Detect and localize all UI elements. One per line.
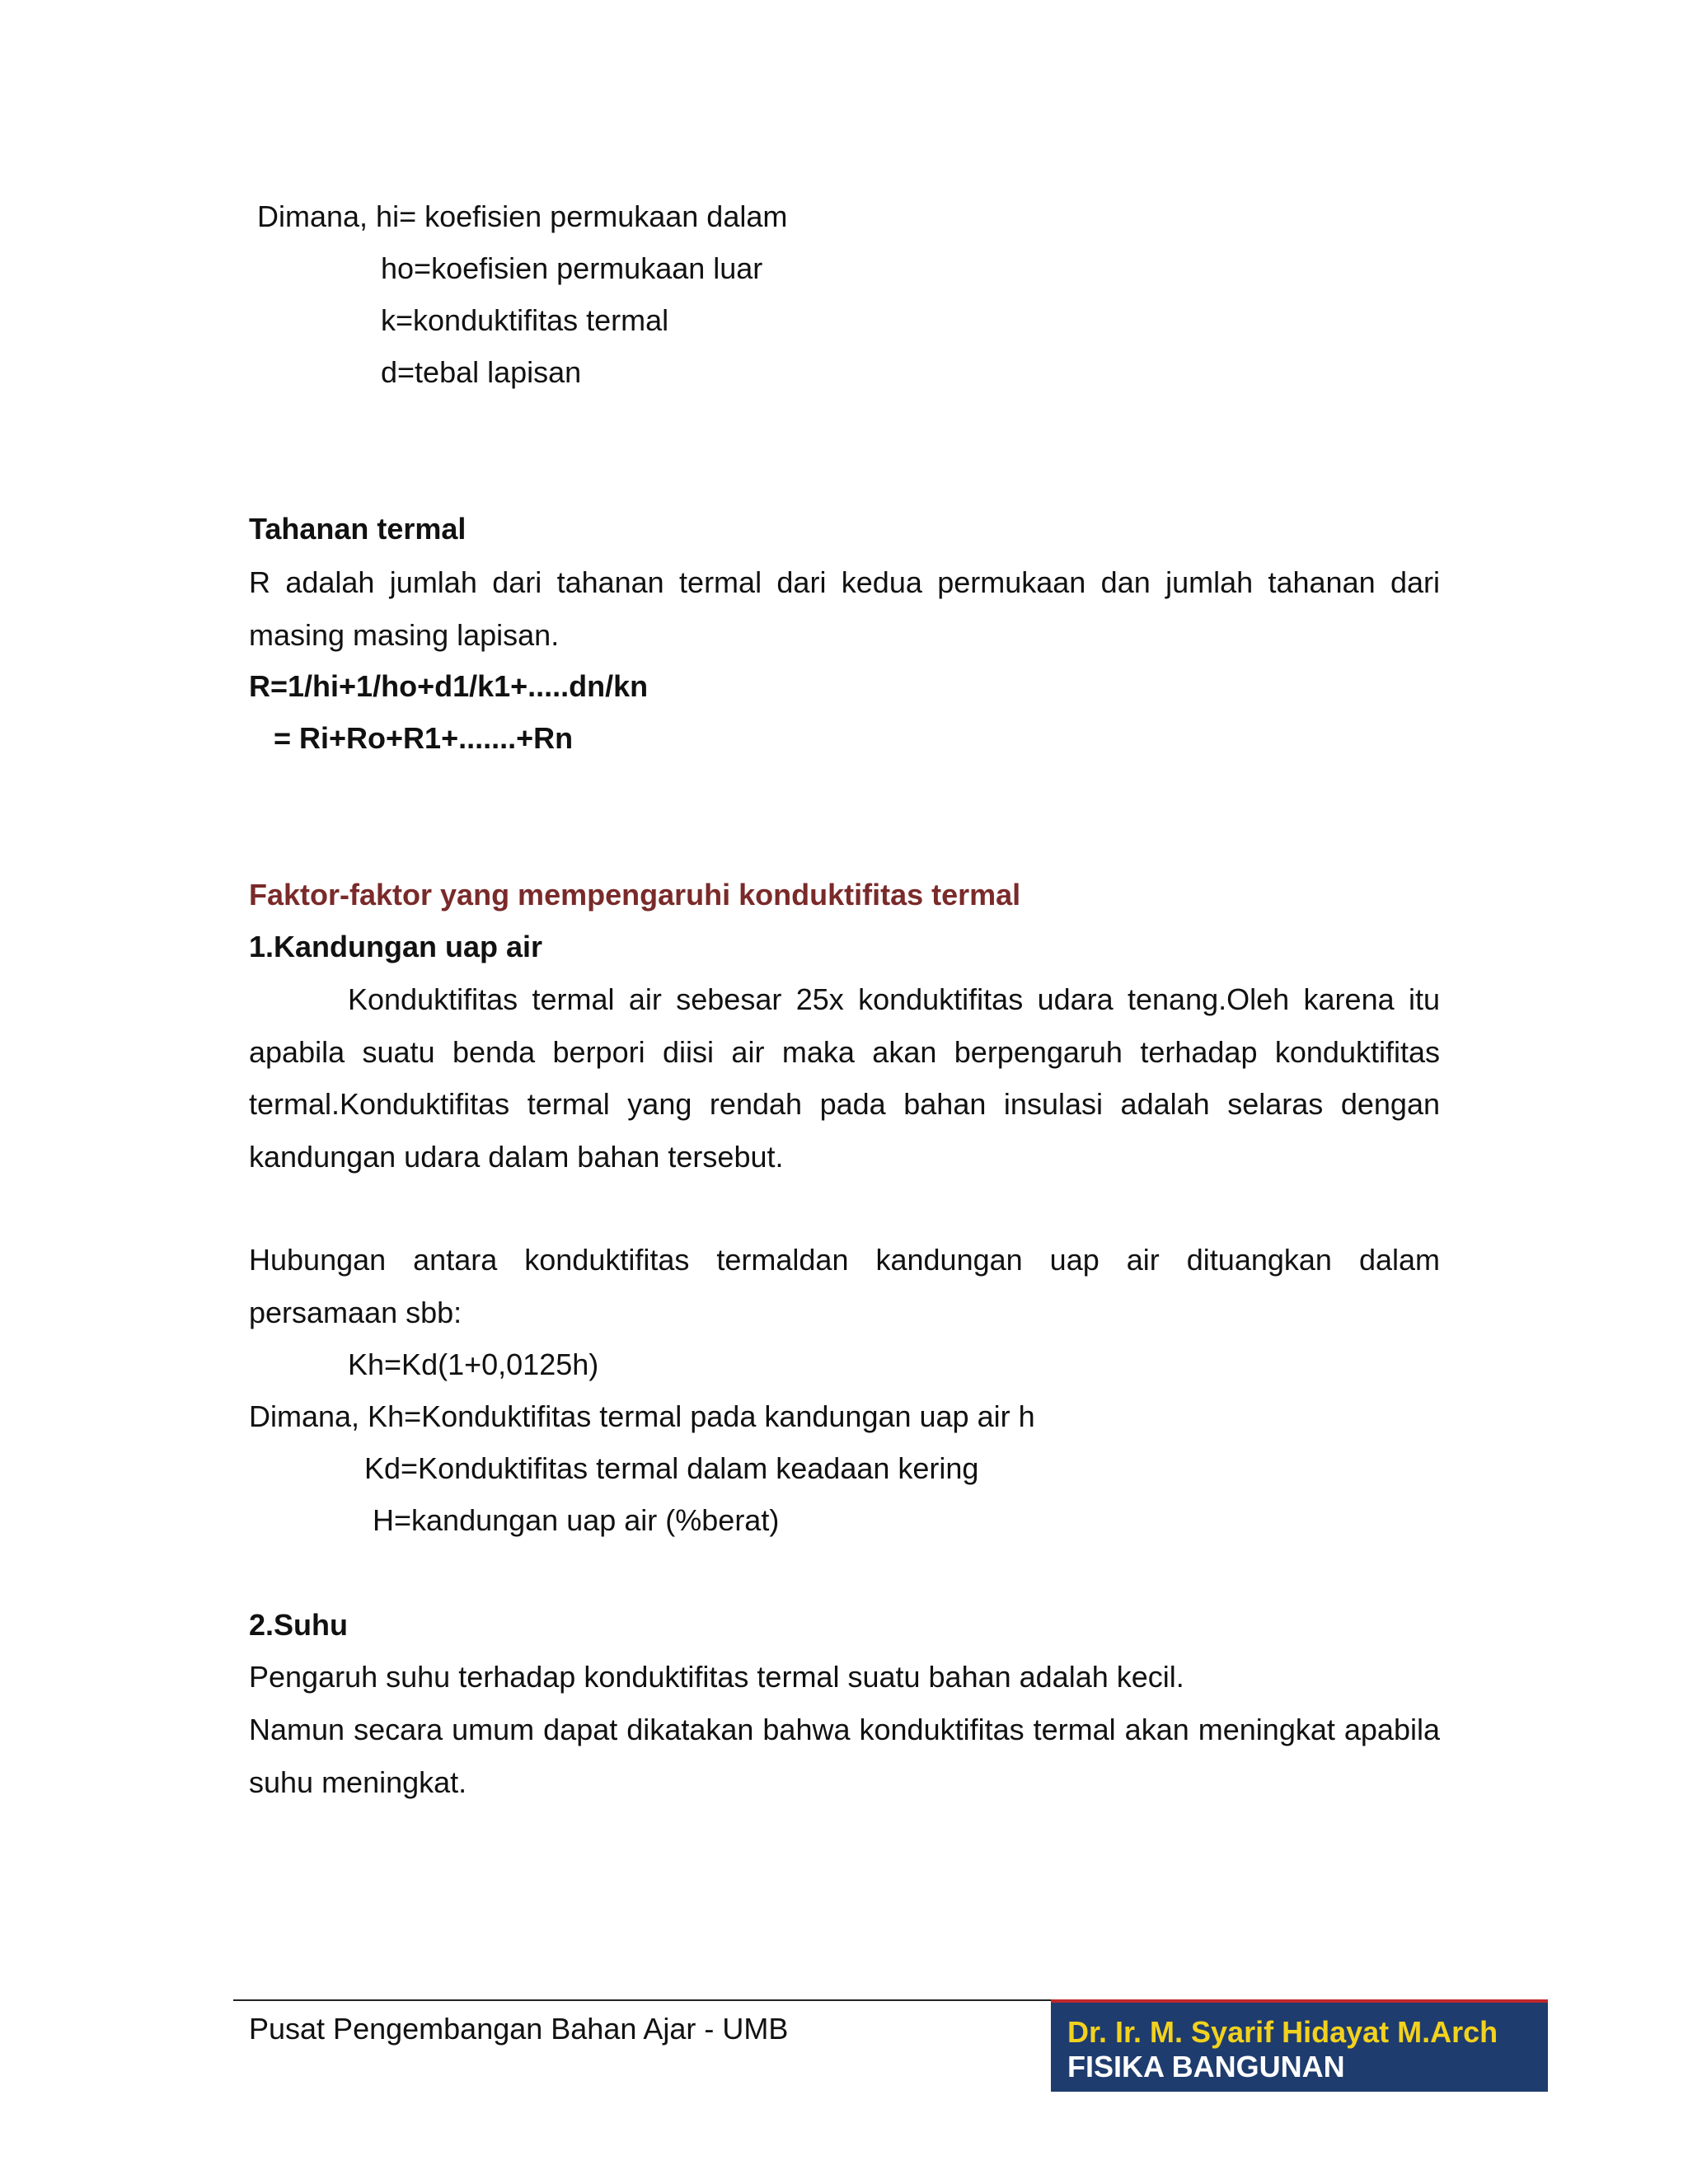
footer-author: Dr. Ir. M. Syarif Hidayat M.Arch <box>1067 2015 1498 2049</box>
heading-faktor: Faktor-faktor yang mempengaruhi konduktifitas termal <box>249 878 1021 912</box>
definition-d: d=tebal lapisan <box>381 355 582 389</box>
footer-author-box <box>1051 1999 1548 2092</box>
subheading-kandungan-uap-air: 1.Kandungan uap air <box>249 930 543 963</box>
paragraph-kandungan-1 <box>249 973 1440 1183</box>
subheading-suhu: 2.Suhu <box>249 1608 349 1642</box>
formula-r: R=1/hi+1/ho+d1/k1+.....dn/kn <box>249 669 649 703</box>
definition-kh: Dimana, Kh=Konduktifitas termal pada kandungan uap air h <box>249 1399 1035 1433</box>
definition-h: H=kandungan uap air (%berat) <box>373 1503 780 1537</box>
formula-kh: Kh=Kd(1+0,0125h) <box>348 1347 599 1381</box>
paragraph-tahanan: R adalah jumlah dari tahanan termal dari kedua permukaan dan jumlah tahanan dari masing masing lapisan. <box>249 565 1440 652</box>
heading-tahanan-termal: Tahanan termal <box>249 512 467 546</box>
paragraph-hubungan: Hubungan antara konduktifitas termaldan kandungan uap air dituangkan dalam persamaan sbb: <box>249 1243 1440 1329</box>
footer-publisher: Pusat Pengembangan Bahan Ajar - UMB <box>249 2012 789 2046</box>
definition-ho: ho=koefisien permukaan luar <box>381 251 763 285</box>
formula-r-sum: = Ri+Ro+R1+.......+Rn <box>274 721 574 755</box>
footer-course: FISIKA BANGUNAN <box>1067 2050 1345 2083</box>
definition-k: k=konduktifitas termal <box>381 303 669 337</box>
definition-hi: Dimana, hi= koefisien permukaan dalam <box>257 199 788 233</box>
paragraph-suhu-1: Pengaruh suhu terhadap konduktifitas termal suatu bahan adalah kecil. <box>249 1660 1184 1694</box>
definition-kd: Kd=Konduktifitas termal dalam keadaan kering <box>364 1451 979 1485</box>
paragraph-suhu-2: Namun secara umum dapat dikatakan bahwa konduktifitas termal akan meningkat apabila suhu meningkat. <box>249 1713 1440 1799</box>
paragraph-kandungan-1-text: Konduktifitas termal air sebesar 25x konduktifitas udara tenang.Oleh karena itu apabila suatu benda berpori diisi air maka akan berpengaruh terhadap konduktifitas termal.Konduktifitas termal yang rendah pada bahan insulasi adalah selaras dengan kandungan udara dalam bahan tersebut. <box>249 982 1440 1174</box>
